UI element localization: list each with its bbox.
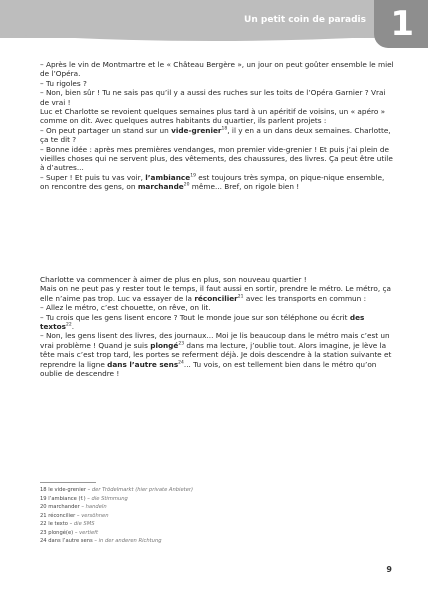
text-run: – Tu crois que les gens lisent encore ? Tout le monde joue sur son téléphone ou écrit xyxy=(40,312,350,322)
footnote-item xyxy=(40,529,340,538)
footnote-translation: die Stimmung xyxy=(91,495,128,502)
footnote-translation: die SMS xyxy=(73,521,95,527)
footnote-item xyxy=(40,512,340,521)
paragraph xyxy=(40,173,394,192)
footnote-item xyxy=(40,520,340,529)
text-run: même... Bref, on rigole bien ! xyxy=(189,182,300,192)
text-run: avec les transports en commun : xyxy=(243,293,367,303)
footnote-ref: 24 xyxy=(178,360,184,366)
vocab-term: l’ambiance xyxy=(145,172,191,182)
chapter-title: Un petit coin de paradis xyxy=(244,15,366,25)
vocab-term: marchande xyxy=(137,182,184,192)
footnote-item xyxy=(40,503,340,512)
vocab-term: réconcilier xyxy=(194,293,238,303)
footnote-separator: – xyxy=(85,495,92,502)
footnote-translation: versöhnen xyxy=(81,512,109,519)
paragraph xyxy=(40,313,394,332)
text-run: – Non, bien sûr ! Tu ne sais pas qu’il y a aussi des ruches sur les toits de l’Opéra Garnier ? Vrai de vrai ! xyxy=(40,88,386,107)
text-run: . xyxy=(71,322,75,332)
footnote-term: 20 marchander xyxy=(40,504,80,510)
chapter-tab xyxy=(374,0,428,48)
footnote-separator: – xyxy=(67,521,74,527)
text-run: ... Tu vois, on est tellement bien dans le métro qu’on oublie de descendre ! xyxy=(40,359,377,379)
text-run: – Bonne idée : après mes premières vendanges, mon premier vide-grenier ! Et puis j’ai plein de vieilles choses qui ne servent plus, des vêtements, des chaussures, des livres. Ça peut être utile à d’autres... xyxy=(40,144,393,173)
footnote-term: 19 l’ambiance (f.) xyxy=(40,495,86,502)
paragraph xyxy=(40,126,394,145)
text-run: – Non, les gens lisent des livres, des journaux... Moi je lis beaucoup dans le métro mais c’est un vrai problème ! Quand je suis xyxy=(40,331,390,350)
chapter-number: 1 xyxy=(390,4,414,44)
paragraph xyxy=(40,331,394,378)
footnote-divider xyxy=(40,482,96,483)
footnote-ref: 18 xyxy=(221,126,228,132)
vocab-term: plongé xyxy=(150,340,179,350)
footnote-separator: – xyxy=(92,538,99,544)
text-run: – Super ! Et puis tu vas voir, xyxy=(40,172,146,182)
footnote-term: 22 le texto xyxy=(40,521,68,527)
footnotes xyxy=(40,486,340,546)
paragraph xyxy=(40,303,394,312)
footnote-term: 18 le vide-grenier xyxy=(40,487,86,493)
paragraph xyxy=(40,145,394,173)
footnote-item xyxy=(40,495,340,504)
paragraph xyxy=(40,79,394,88)
footnote-translation: der Trödelmarkt (hier private Anbieter) xyxy=(91,487,194,493)
vocab-term: des textos xyxy=(40,312,365,332)
text-run: , il y en a un dans deux semaines. Charlotte, ça te dit ? xyxy=(40,125,391,145)
body-text-section-1 xyxy=(40,60,394,192)
footnote-separator: – xyxy=(79,504,86,510)
footnote-separator: – xyxy=(85,487,92,493)
footnote-term: 23 plongé(e) xyxy=(40,529,74,536)
vocab-term: dans l’autre sens xyxy=(107,359,179,369)
footnote-ref: 19 xyxy=(190,173,196,179)
page-number: 9 xyxy=(386,565,392,574)
footnote-item xyxy=(40,537,340,546)
footnote-ref: 23 xyxy=(178,341,185,347)
text-run: dans ma lecture, j’oublie tout. Alors imagine, je lève la tête mais c’est trop tard, les portes se referment déjà. Je dois descendre à la station suivante et reprendre la ligne xyxy=(40,340,392,369)
footnote-translation: vertieft xyxy=(79,529,98,536)
footnote-item xyxy=(40,486,340,495)
footnote-term: 24 dans l’autre sens xyxy=(40,538,93,544)
paragraph xyxy=(40,60,394,79)
footnote-ref: 22 xyxy=(66,322,72,328)
text-run: – Allez le métro, c’est chouette, on rêve, on lit. xyxy=(40,303,211,313)
text-run: Luc et Charlotte se revoient quelques semaines plus tard à un apéritif de voisins, un « apéro » comme on dit. Avec quelques autres habitants du quartier, ils parlent projets : xyxy=(40,107,386,126)
footnote-term: 21 réconcilier xyxy=(40,512,76,519)
vocab-term: vide-grenier xyxy=(171,125,222,135)
paragraph xyxy=(40,284,394,303)
paragraph xyxy=(40,107,394,126)
text-run: – Après le vin de Montmartre et le « Château Bergère », un jour on peut goûter ensemble le miel de l’Opéra. xyxy=(40,60,394,79)
text-run: – Tu rigoles ? xyxy=(40,78,87,88)
footnote-translation: handeln xyxy=(85,504,107,510)
text-run: Charlotte va commencer à aimer de plus en plus, son nouveau quartier ! xyxy=(40,275,307,284)
header-curve xyxy=(0,26,428,44)
footnote-separator: – xyxy=(73,529,80,536)
footnote-ref: 20 xyxy=(183,182,190,188)
text-run: – On peut partager un stand sur un xyxy=(40,125,172,135)
body-text-section-2 xyxy=(40,275,394,378)
footnote-ref: 21 xyxy=(237,294,244,300)
footnote-separator: – xyxy=(75,512,82,519)
paragraph xyxy=(40,275,394,284)
footnote-translation: in der anderen Richtung xyxy=(98,538,162,544)
text-run: Mais on ne peut pas y rester tout le temps, il faut aussi en sortir, prendre le métro. Le métro, ça elle n’aime pas trop. Luc va essayer de la xyxy=(40,284,391,303)
text-run: est toujours très sympa, on pique-nique ensemble, on rencontre des gens, on xyxy=(40,172,385,192)
paragraph xyxy=(40,88,394,107)
